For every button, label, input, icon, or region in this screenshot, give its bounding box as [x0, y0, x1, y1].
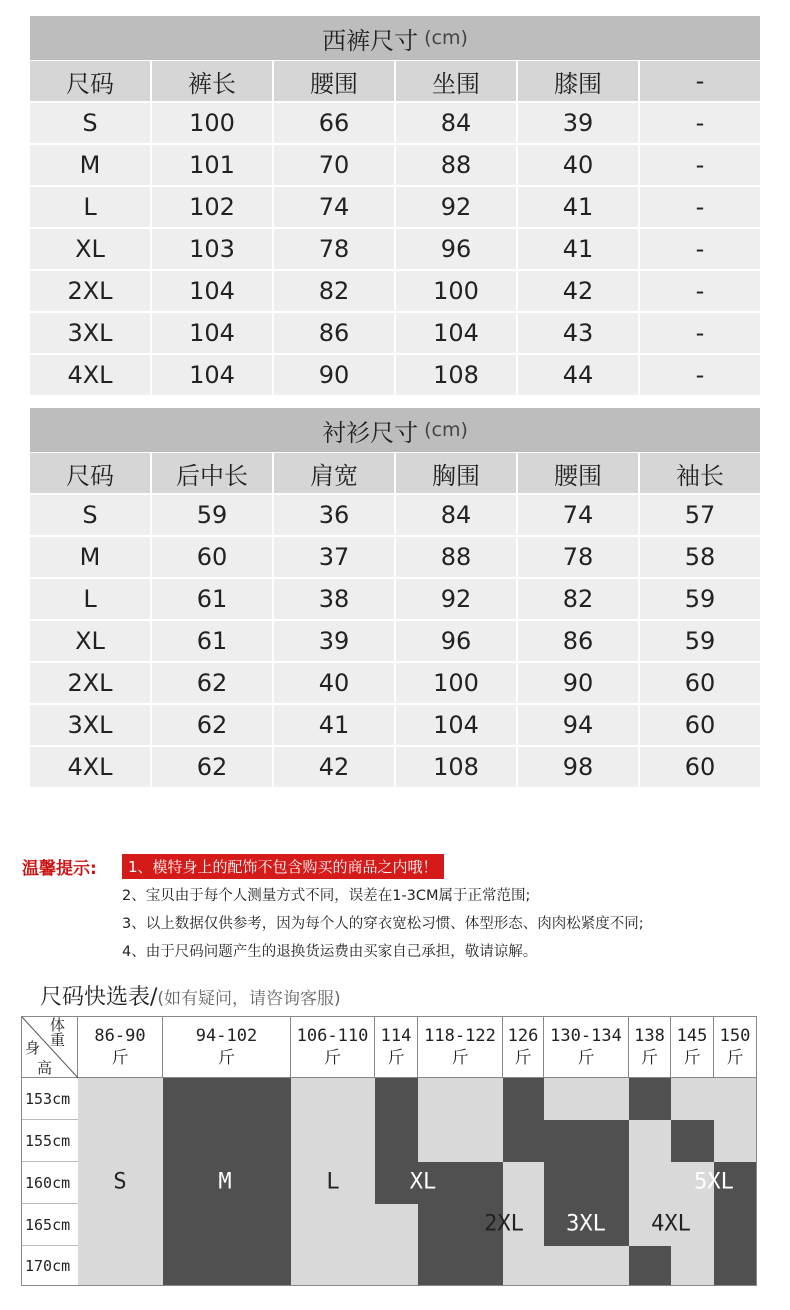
table-cell: 44 [518, 355, 640, 395]
table-cell: 60 [152, 537, 274, 577]
height-label: 170cm [21, 1246, 78, 1286]
weight-range: 118-122 [424, 1026, 496, 1046]
size-region-block [291, 1246, 375, 1286]
size-region-block [163, 1078, 291, 1120]
table-cell: 102 [152, 187, 274, 227]
table-row [30, 187, 760, 229]
tip-item: 2、宝贝由于每个人测量方式不同，误差在1-3CM属于正常范围; [122, 887, 531, 904]
table-cell: 90 [274, 355, 396, 395]
table-cell: - [695, 319, 705, 347]
size-region-block [714, 1078, 757, 1120]
height-label: 160cm [21, 1162, 78, 1204]
size-region-block [163, 1204, 291, 1246]
table-row [30, 271, 760, 313]
table-cell: 41 [518, 229, 640, 269]
weight-header-cell [418, 1016, 503, 1078]
table-cell: 41 [518, 187, 640, 227]
weight-unit: 斤 [577, 1048, 595, 1068]
table-cell: 58 [684, 543, 716, 571]
table-cell: 41 [274, 705, 396, 745]
size-region-block [544, 1120, 629, 1162]
table-cell: 3XL [30, 313, 152, 353]
corner-weight-label: 体重 [48, 1017, 66, 1047]
table-cell: 2XL [30, 663, 152, 703]
weight-range: 126 [507, 1026, 539, 1046]
tip-item: 4、由于尺码问题产生的退换货运费由买家自己承担，敬请谅解。 [122, 943, 538, 960]
table-cell: 37 [274, 537, 396, 577]
table-cell: 38 [274, 579, 396, 619]
table-row [30, 621, 760, 663]
table-cell: 61 [152, 579, 274, 619]
size-region-block [503, 1162, 544, 1204]
size-region-block [78, 1120, 163, 1162]
header-cell: 胸围 [396, 453, 518, 493]
table-cell: 96 [396, 621, 518, 661]
table-cell: 92 [396, 187, 518, 227]
table-cell: 3XL [30, 705, 152, 745]
table-cell: - [695, 193, 705, 221]
weight-range: 86-90 [94, 1026, 146, 1046]
height-label: 155cm [21, 1120, 78, 1162]
header-cell: 坐围 [396, 61, 518, 101]
size-label: M [218, 1169, 232, 1195]
table-cell: S [30, 495, 152, 535]
shirt-table-title: 衬衫尺寸 (cm) [30, 408, 760, 453]
table-cell: 66 [274, 103, 396, 143]
table-cell: S [30, 103, 152, 143]
table-cell: XL [30, 229, 152, 269]
size-region-block [629, 1120, 671, 1162]
table-cell: 104 [396, 705, 518, 745]
table-cell: - [695, 109, 705, 137]
weight-unit: 斤 [683, 1048, 701, 1068]
table-cell: 100 [152, 103, 274, 143]
table-cell: 60 [684, 669, 716, 697]
table-cell: 88 [396, 537, 518, 577]
table-row [30, 229, 760, 271]
table-cell: 82 [518, 579, 640, 619]
table-cell: 4XL [30, 355, 152, 395]
size-region-block [671, 1078, 714, 1120]
table-cell: 98 [518, 747, 640, 787]
shirt-rows [30, 495, 760, 789]
height-label: 153cm [21, 1078, 78, 1120]
table-cell: 82 [274, 271, 396, 311]
tip-item: 1、模特身上的配饰不包含购买的商品之内哦！ [122, 854, 444, 879]
size-label: S [113, 1169, 127, 1195]
table-cell: M [30, 537, 152, 577]
weight-header-cell [544, 1016, 629, 1078]
weight-unit: 斤 [387, 1048, 405, 1068]
header-cell: 腰围 [518, 453, 640, 493]
corner-cell [21, 1016, 78, 1078]
table-cell: 108 [396, 747, 518, 787]
weight-header-cell [163, 1016, 291, 1078]
pants-rows [30, 103, 760, 397]
table-cell: 84 [396, 495, 518, 535]
size-label: XL [409, 1169, 437, 1195]
header-cell: - [695, 67, 705, 95]
shirt-header-row [30, 453, 760, 495]
header-cell: 肩宽 [274, 453, 396, 493]
table-cell: 86 [518, 621, 640, 661]
table-cell: 70 [274, 145, 396, 185]
table-cell: 42 [274, 747, 396, 787]
table-cell: M [30, 145, 152, 185]
table-row [30, 747, 760, 789]
table-cell: 39 [518, 103, 640, 143]
header-cell: 尺码 [30, 61, 152, 101]
table-cell: 100 [396, 663, 518, 703]
size-region-block [671, 1246, 714, 1286]
size-region-block [503, 1120, 544, 1162]
weight-header-cell [503, 1016, 544, 1078]
table-row [30, 495, 760, 537]
weight-header-cell [78, 1016, 163, 1078]
size-region-block [418, 1246, 503, 1286]
table-cell: 101 [152, 145, 274, 185]
size-region-block [418, 1078, 503, 1120]
table-cell: 104 [396, 313, 518, 353]
weight-range: 106-110 [296, 1026, 369, 1046]
size-region-block [714, 1246, 757, 1286]
weight-unit: 斤 [324, 1048, 341, 1068]
table-cell: 96 [396, 229, 518, 269]
table-row [30, 705, 760, 747]
size-region-block [375, 1078, 418, 1120]
header-cell: 后中长 [152, 453, 274, 493]
weight-range: 114 [380, 1026, 412, 1046]
table-row [30, 313, 760, 355]
size-region-block [714, 1120, 757, 1162]
weight-header-cell [629, 1016, 671, 1078]
table-cell: - [695, 235, 705, 263]
weight-header-cell [375, 1016, 418, 1078]
table-cell: 61 [152, 621, 274, 661]
table-cell: L [30, 579, 152, 619]
table-cell: 57 [684, 501, 716, 529]
size-region-block [78, 1246, 163, 1286]
size-region-block [503, 1246, 544, 1286]
table-cell: 104 [152, 355, 274, 395]
header-cell: 膝围 [518, 61, 640, 101]
table-cell: 92 [396, 579, 518, 619]
table-cell: - [695, 361, 705, 389]
weight-unit: 斤 [218, 1048, 235, 1068]
weight-header-cell [291, 1016, 375, 1078]
weight-unit: 斤 [111, 1048, 129, 1068]
weight-unit: 斤 [451, 1048, 469, 1068]
size-label: 2XL [484, 1211, 524, 1237]
tip-item: 3、以上数据仅供参考，因为每个人的穿衣宽松习惯、体型形态、肉肉松紧度不同; [122, 915, 644, 932]
size-region-block [375, 1120, 418, 1162]
size-region-block [671, 1120, 714, 1162]
pants-header-row [30, 61, 760, 103]
size-region-block [78, 1204, 163, 1246]
table-cell: 74 [518, 495, 640, 535]
size-region-block [503, 1078, 544, 1120]
table-cell: 108 [396, 355, 518, 395]
size-region-block [163, 1246, 291, 1286]
weight-range: 130-134 [550, 1026, 622, 1046]
header-cell: 尺码 [30, 453, 152, 493]
quick-size-grid [21, 1016, 757, 1286]
size-label: 4XL [651, 1211, 691, 1237]
tips-lead: 温馨提示: [22, 858, 97, 879]
table-cell: 40 [274, 663, 396, 703]
weight-header-cell [671, 1016, 714, 1078]
corner-height-b: 高 [37, 1059, 53, 1077]
table-cell: 39 [274, 621, 396, 661]
weight-range: 138 [634, 1026, 665, 1046]
size-region-block [629, 1078, 671, 1120]
table-cell: 4XL [30, 747, 152, 787]
table-cell: 60 [684, 753, 716, 781]
weight-range: 150 [719, 1026, 751, 1046]
table-row [30, 355, 760, 397]
table-cell: L [30, 187, 152, 227]
table-cell: 59 [684, 585, 716, 613]
size-region-block [375, 1204, 418, 1246]
pants-table-title: 西裤尺寸 (cm) [30, 16, 760, 61]
weight-header-cell [714, 1016, 757, 1078]
size-region-block [375, 1246, 418, 1286]
table-cell: 36 [274, 495, 396, 535]
table-cell: 103 [152, 229, 274, 269]
table-cell: 78 [518, 537, 640, 577]
table-cell: 84 [396, 103, 518, 143]
corner-height-a: 身 [25, 1039, 41, 1057]
table-cell: 90 [518, 663, 640, 703]
header-cell: 裤长 [152, 61, 274, 101]
table-row [30, 663, 760, 705]
weight-unit: 斤 [514, 1048, 532, 1068]
table-row [30, 579, 760, 621]
shirt-size-table [30, 408, 760, 789]
size-label: 3XL [566, 1211, 606, 1237]
header-cell: 腰围 [274, 61, 396, 101]
size-label: 5XL [694, 1169, 734, 1195]
size-label: L [326, 1169, 340, 1195]
weight-unit: 斤 [726, 1048, 744, 1068]
table-cell: 59 [684, 627, 716, 655]
weight-range: 145 [676, 1026, 708, 1046]
pants-size-table [30, 16, 760, 397]
table-cell: 62 [152, 747, 274, 787]
size-region-block [544, 1246, 629, 1286]
table-cell: 59 [152, 495, 274, 535]
size-region-block [629, 1246, 671, 1286]
tips-section [22, 852, 782, 964]
table-cell: 62 [152, 663, 274, 703]
weight-unit: 斤 [641, 1048, 658, 1068]
table-cell: 42 [518, 271, 640, 311]
size-region-block [544, 1162, 629, 1204]
table-row [30, 537, 760, 579]
weight-range: 94-102 [195, 1026, 258, 1046]
size-region-block [418, 1120, 503, 1162]
table-cell: 86 [274, 313, 396, 353]
table-cell: - [695, 277, 705, 305]
height-label: 165cm [21, 1204, 78, 1246]
size-region-block [714, 1204, 757, 1246]
quick-table-title: 尺码快选表/(如有疑问，请咨询客服) [40, 985, 341, 1010]
table-cell: 60 [684, 711, 716, 739]
size-region-block [78, 1078, 163, 1120]
size-region-block [291, 1204, 375, 1246]
size-region-block [291, 1078, 375, 1120]
size-region-block [629, 1162, 671, 1204]
table-cell: 40 [518, 145, 640, 185]
table-cell: 104 [152, 313, 274, 353]
table-row [30, 145, 760, 187]
table-cell: 2XL [30, 271, 152, 311]
table-cell: 94 [518, 705, 640, 745]
table-cell: XL [30, 621, 152, 661]
size-region-block [544, 1078, 629, 1120]
table-cell: 62 [152, 705, 274, 745]
header-cell: 袖长 [676, 461, 724, 490]
table-cell: - [695, 151, 705, 179]
table-cell: 43 [518, 313, 640, 353]
table-cell: 88 [396, 145, 518, 185]
size-region-block [163, 1120, 291, 1162]
table-cell: 78 [274, 229, 396, 269]
table-cell: 74 [274, 187, 396, 227]
table-cell: 104 [152, 271, 274, 311]
size-region-block [291, 1120, 375, 1162]
table-cell: 100 [396, 271, 518, 311]
table-row [30, 103, 760, 145]
